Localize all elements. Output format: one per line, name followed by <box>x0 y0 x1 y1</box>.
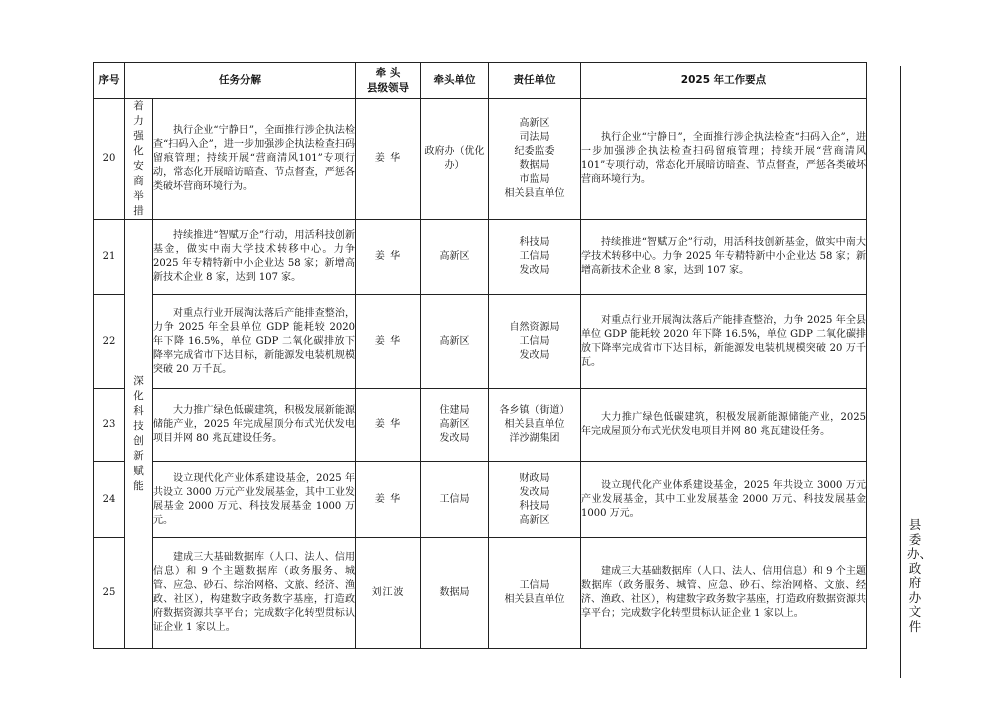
header-key-points: 2025 年工作要点 <box>581 63 867 99</box>
table-row <box>94 389 867 462</box>
header-resp-unit: 责任单位 <box>489 63 581 99</box>
lead-unit: 住建局 高新区 发改局 <box>421 389 489 462</box>
key-points: 执行企业“宁静日”，全面推行涉企执法检查“扫码入企”，进一步加强涉企执法检查扫码留痕管理；持续开展“营商清风101”专项行动，常态化开展暗访暗查、节点督查，严惩各类破坏营商环境行为。 <box>581 99 867 220</box>
key-points: 对重点行业开展淘汰落后产能排查整治，力争 2025 年全县单位 GDP 能耗较 2020 年下降 16.5%，单位 GDP 二氧化碳排放下降率完成省市下达目标，新能源发电装机规模突破 20 万千瓦。 <box>581 295 867 389</box>
table-row <box>94 538 867 649</box>
table-row <box>94 220 867 295</box>
row-index: 24 <box>94 462 125 538</box>
resp-units: 工信局 相关县直单位 <box>489 538 581 649</box>
resp-units: 各乡镇（街道） 相关县直单位 洋沙湖集团 <box>489 389 581 462</box>
row-index: 20 <box>94 99 125 220</box>
row-index: 23 <box>94 389 125 462</box>
header-index: 序号 <box>94 63 125 99</box>
key-points: 持续推进“智赋万企”行动，用活科技创新基金，做实中南大学技术转移中心。力争 2025 年专精特新中小企业达 58 家；新增高新技术企业 8 家，达到 107 家。 <box>581 220 867 295</box>
resp-units: 科技局 工信局 发改局 <box>489 220 581 295</box>
leader: 刘江波 <box>356 538 421 649</box>
row-index: 22 <box>94 295 125 389</box>
resp-units: 自然资源局 工信局 发改局 <box>489 295 581 389</box>
lead-unit: 高新区 <box>421 220 489 295</box>
header-task: 任务分解 <box>125 63 356 99</box>
lead-unit: 工信局 <box>421 462 489 538</box>
task-text: 建成三大基础数据库（人口、法人、信用信息）和 9 个主题数据库（政务服务、城管、应急、砂石、综治网格、文旅、经济、渔政、社区），构建数字政务数字基座，打造政府数据资源共享平台；完成数字化转型贯标认证企业 1 家以上。 <box>153 538 356 649</box>
leader: 姜 华 <box>356 295 421 389</box>
task-text: 设立现代化产业体系建设基金，2025 年共设立 3000 万元产业发展基金，其中工业发展基金 2000 万元、科技发展基金 1000 万元。 <box>153 462 356 538</box>
task-text: 持续推进“智赋万企”行动，用活科技创新基金，做实中南大学技术转移中心。力争 2025 年专精特新中小企业达 58 家；新增高新技术企业 8 家，达到 107 家。 <box>153 220 356 295</box>
resp-units: 财政局 发改局 科技局 高新区 <box>489 462 581 538</box>
task-text: 对重点行业开展淘汰落后产能排查整治，力争 2025 年全县单位 GDP 能耗较 2020 年下降 16.5%，单位 GDP 二氧化碳排放下降率完成省市下达目标，新能源发电装机规模突破 20 万千瓦。 <box>153 295 356 389</box>
resp-units: 高新区 司法局 纪委监委 数据局 市监局 相关县直单位 <box>489 99 581 220</box>
lead-unit: 数据局 <box>421 538 489 649</box>
side-label: 县委办、政府办文件 <box>907 517 933 634</box>
task-table <box>93 62 867 649</box>
header-leader: 牵 头 县级领导 <box>356 63 421 99</box>
leader: 姜 华 <box>356 389 421 462</box>
lead-unit: 高新区 <box>421 295 489 389</box>
group-label: 着力强化安商举措 <box>125 99 153 220</box>
table-row <box>94 462 867 538</box>
key-points: 设立现代化产业体系建设基金，2025 年共设立 3000 万元产业发展基金，其中工业发展基金 2000 万元、科技发展基金 1000 万元。 <box>581 462 867 538</box>
table-row <box>94 99 867 220</box>
leader: 姜 华 <box>356 220 421 295</box>
table-row <box>94 295 867 389</box>
task-text: 执行企业“宁静日”，全面推行涉企执法检查“扫码入企”，进一步加强涉企执法检查扫码留痕管理；持续开展“营商清风101”专项行动，常态化开展暗访暗查、节点督查，严惩各类破坏营商环境行为。 <box>153 99 356 220</box>
header-lead-unit: 牵头单位 <box>421 63 489 99</box>
header-row <box>94 63 867 99</box>
key-points: 大力推广绿色低碳建筑，积极发展新能源储能产业，2025 年完成屋顶分布式光伏发电项目并网 80 兆瓦建设任务。 <box>581 389 867 462</box>
lead-unit: 政府办（优化办） <box>421 99 489 220</box>
row-index: 25 <box>94 538 125 649</box>
key-points: 建成三大基础数据库（人口、法人、信用信息）和 9 个主题数据库（政务服务、城管、应急、砂石、综治网格、文旅、经济、渔政、社区），构建数字政务数字基座，打造政府数据资源共享平台；完成数字化转型贯标认证企业 1 家以上。 <box>581 538 867 649</box>
row-index: 21 <box>94 220 125 295</box>
group-label: 深化科技创新赋能 <box>125 220 153 649</box>
leader: 姜 华 <box>356 462 421 538</box>
leader: 姜 华 <box>356 99 421 220</box>
side-divider <box>900 66 901 678</box>
task-text: 大力推广绿色低碳建筑，积极发展新能源储能产业，2025 年完成屋顶分布式光伏发电项目并网 80 兆瓦建设任务。 <box>153 389 356 462</box>
